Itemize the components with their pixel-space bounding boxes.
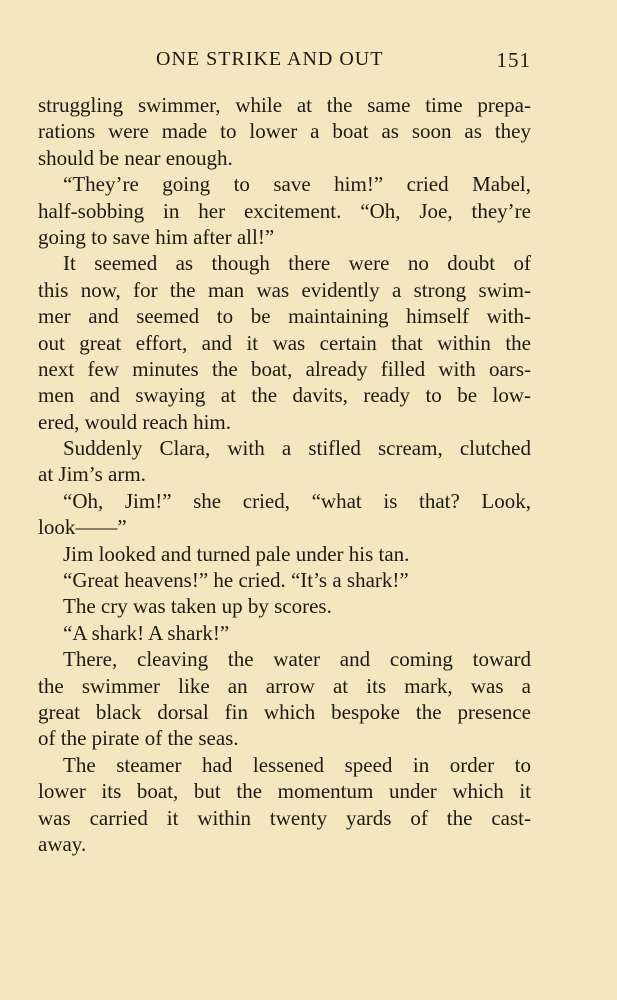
text-line: mer and seemed to be maintaining himself with-: [38, 304, 531, 329]
page-number: 151: [496, 48, 531, 72]
text-line: Suddenly Clara, with a stifled scream, clutched: [63, 436, 531, 461]
text-line: It seemed as though there were no doubt of: [63, 251, 531, 276]
text-line: great black dorsal fin which bespoke the presence: [38, 699, 531, 724]
text-line: “Great heavens!” he cried. “It’s a shark!”: [63, 568, 409, 593]
text-line: next few minutes the boat, already filled with oars-: [38, 356, 531, 381]
text-line: “Oh, Jim!” she cried, “what is that? Look,: [63, 488, 531, 513]
text-line: rations were made to lower a boat as soon as they: [38, 119, 531, 144]
text-line: “A shark! A shark!”: [63, 620, 230, 645]
text-line: at Jim’s arm.: [38, 462, 146, 487]
text-line: “They’re going to save him!” cried Mabel,: [63, 172, 531, 197]
text-line: There, cleaving the water and coming toward: [63, 647, 531, 672]
text-line: the swimmer like an arrow at its mark, was a: [38, 673, 531, 698]
text-line: going to save him after all!”: [38, 224, 275, 249]
text-line: half-sobbing in her excitement. “Oh, Joe, they’re: [38, 198, 531, 223]
running-head: [38, 44, 531, 78]
text-line: The cry was taken up by scores.: [63, 594, 332, 619]
text-line: should be near enough.: [38, 145, 233, 170]
text-line: look——”: [38, 515, 127, 540]
body-text: [38, 92, 531, 857]
text-line: The steamer had lessened speed in order to: [63, 752, 531, 777]
text-line: Jim looked and turned pale under his tan.: [63, 541, 410, 566]
text-line: men and swaying at the davits, ready to be low-: [38, 383, 531, 408]
text-line: of the pirate of the seas.: [38, 726, 239, 751]
text-line: struggling swimmer, while at the same time prepa-: [38, 93, 531, 117]
text-line: ered, would reach him.: [38, 409, 232, 434]
text-line: lower its boat, but the momentum under which it: [38, 779, 531, 804]
text-line: away.: [38, 831, 87, 856]
text-line: out great effort, and it was certain that within the: [38, 330, 531, 355]
running-head-title: ONE STRIKE AND OUT: [156, 48, 384, 70]
text-line: was carried it within twenty yards of the cast-: [38, 805, 531, 830]
text-line: this now, for the man was evidently a strong swim-: [38, 277, 531, 302]
